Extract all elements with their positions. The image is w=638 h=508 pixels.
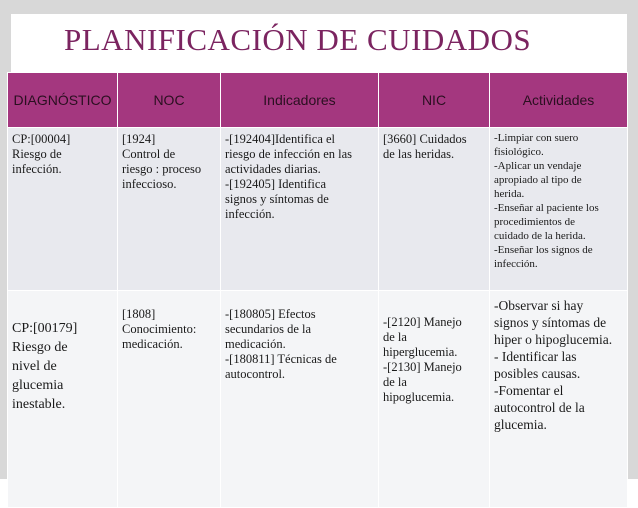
cell-line: Riesgo de	[12, 340, 68, 355]
cell-line: -Observar si hay	[494, 298, 584, 313]
cell-line: infección.	[225, 207, 275, 221]
cell-line: CP:[00004]	[12, 132, 71, 146]
cell-line: glucemia.	[494, 417, 547, 432]
cell-line: secundarios de la	[225, 322, 312, 336]
cell-line: inestable.	[12, 397, 66, 412]
cell-line: Control de	[122, 147, 176, 161]
cell-indicadores	[221, 128, 379, 291]
slide-frame-right	[627, 0, 638, 479]
cell-line: fisiológico.	[494, 146, 544, 158]
header-nic: NIC	[379, 73, 490, 128]
header-noc: NOC	[118, 73, 221, 128]
cell-actividades	[490, 291, 628, 508]
table-header-row	[8, 73, 628, 128]
cell-line: -[192405] Identifica	[225, 177, 327, 191]
slide-frame-top	[0, 0, 638, 14]
cell-line: hiper o hipoglucemia.	[494, 332, 613, 347]
header-indicadores: Indicadores	[221, 73, 379, 128]
cell-line: autocontrol de la	[494, 400, 585, 415]
cell-line: de las heridas.	[383, 147, 455, 161]
cell-line: -[2130] Manejo	[383, 360, 462, 374]
cell-line: [1808]	[122, 307, 156, 321]
table-row	[8, 291, 628, 508]
cell-line: hiperglucemia.	[383, 345, 458, 359]
cell-line: signos y síntomas de	[225, 192, 329, 206]
cell-nic	[379, 291, 490, 508]
header-diagnostico: DIAGNÓSTICO	[8, 73, 118, 128]
cell-line: CP:[00179]	[12, 321, 78, 336]
cell-diagnostico	[8, 291, 118, 508]
cell-line: Conocimiento:	[122, 322, 197, 336]
cell-noc	[118, 128, 221, 291]
cell-line: -[180805] Efectos	[225, 307, 316, 321]
cell-line: -[2120] Manejo	[383, 315, 462, 329]
cell-line: Riesgo de	[12, 147, 62, 161]
cell-line: [3660] Cuidados	[383, 132, 467, 146]
cell-line: medicación.	[225, 337, 286, 351]
cell-line: cuidado de la herida.	[494, 230, 586, 242]
cell-nic	[379, 128, 490, 291]
cell-line: posibles causas.	[494, 366, 581, 381]
cell-line: autocontrol.	[225, 367, 286, 381]
cell-line: infección.	[494, 258, 538, 270]
cell-line: infeccioso.	[122, 177, 177, 191]
cell-diagnostico	[8, 128, 118, 291]
cell-line: de la	[383, 330, 407, 344]
care-plan-table	[7, 72, 628, 508]
cell-noc	[118, 291, 221, 508]
cell-line: riesgo de infección en las	[225, 147, 353, 161]
cell-line: -[192404]Identifica el	[225, 132, 336, 146]
cell-line: apropiado al tipo de	[494, 174, 582, 186]
cell-line: infección.	[12, 162, 62, 176]
cell-line: -Limpiar con suero	[494, 132, 579, 144]
table-row	[8, 128, 628, 291]
cell-line: signos y síntomas de	[494, 315, 607, 330]
cell-line: actividades diarias.	[225, 162, 321, 176]
cell-actividades	[490, 128, 628, 291]
cell-line: herida.	[494, 188, 525, 200]
cell-line: [1924]	[122, 132, 156, 146]
cell-line: -Fomentar el	[494, 383, 564, 398]
cell-line: -Enseñar al paciente los	[494, 202, 599, 214]
cell-line: riesgo : proceso	[122, 162, 202, 176]
header-actividades: Actividades	[490, 73, 628, 128]
cell-line: glucemia	[12, 378, 64, 393]
cell-indicadores	[221, 291, 379, 508]
cell-line: -Enseñar los signos de	[494, 244, 593, 256]
cell-line: -Aplicar un vendaje	[494, 160, 582, 172]
cell-line: medicación.	[122, 337, 183, 351]
cell-line: nivel de	[12, 359, 57, 374]
cell-line: - Identificar las	[494, 349, 577, 364]
slide-title: PLANIFICACIÓN DE CUIDADOS	[64, 22, 532, 57]
cell-line: -[180811] Técnicas de	[225, 352, 337, 366]
cell-line: procedimientos de	[494, 216, 575, 228]
cell-line: de la	[383, 375, 407, 389]
cell-line: hipoglucemia.	[383, 390, 455, 404]
